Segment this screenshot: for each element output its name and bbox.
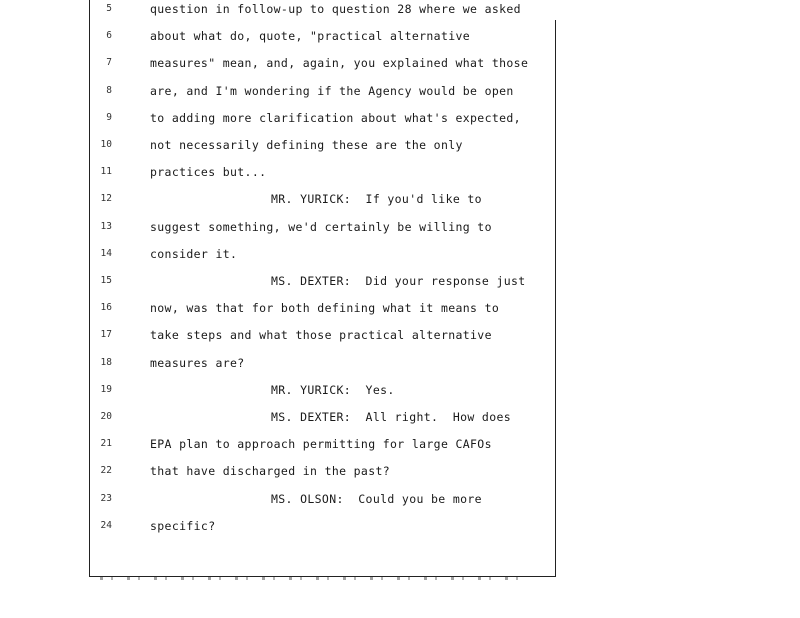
- transcript-line: [0, 164, 560, 191]
- line-number: 23: [100, 492, 112, 504]
- transcript-line: [0, 28, 560, 55]
- line-number: 5: [106, 3, 112, 14]
- line-text: MR. YURICK: If you'd like to: [271, 192, 482, 207]
- line-text: measures are?: [150, 355, 245, 370]
- transcript-line: [0, 191, 560, 218]
- transcript-line: [0, 246, 560, 273]
- line-number: 19: [100, 383, 112, 395]
- line-number: 18: [100, 356, 112, 368]
- line-text: suggest something, we'd certainly be willing to: [150, 219, 492, 234]
- line-text: not necessarily defining these are the only: [150, 138, 463, 152]
- line-text: MS. OLSON: Could you be more: [271, 491, 482, 506]
- line-text: specific?: [150, 518, 216, 533]
- line-number: 20: [100, 411, 112, 422]
- line-number: 12: [100, 193, 112, 205]
- line-text: take steps and what those practical alternative: [150, 328, 492, 343]
- transcript-line: [0, 491, 560, 518]
- line-number: 14: [100, 247, 112, 259]
- transcript-line: [0, 1, 560, 28]
- line-number: 8: [106, 84, 112, 96]
- line-number: 22: [100, 465, 112, 477]
- transcript-line: [0, 300, 560, 327]
- line-text: that have discharged in the past?: [150, 464, 391, 479]
- line-text: question in follow-up to question 28 where we asked: [150, 2, 521, 16]
- line-text: consider it.: [150, 246, 238, 261]
- line-text: are, and I'm wondering if the Agency would be open: [150, 83, 514, 98]
- transcript-line: [0, 382, 560, 409]
- line-text: practices but...: [150, 165, 267, 180]
- line-number: 16: [100, 302, 112, 314]
- line-number: 11: [100, 166, 112, 178]
- line-number: 9: [106, 111, 112, 123]
- transcript-line: [0, 409, 560, 436]
- transcript-line: [0, 355, 560, 382]
- line-number: 21: [100, 438, 112, 450]
- transcript-line: [0, 55, 560, 82]
- transcript-line: [0, 83, 560, 110]
- scan-artifact: [100, 577, 520, 580]
- line-text: measures" mean, and, again, you explained what those: [150, 56, 529, 71]
- line-number: 13: [100, 220, 112, 232]
- transcript-line: [0, 219, 560, 246]
- line-text: EPA plan to approach permitting for large CAFOs: [150, 437, 492, 452]
- line-number: 15: [100, 275, 112, 286]
- line-number: 6: [106, 30, 112, 42]
- transcript-line: [0, 327, 560, 354]
- line-text: MS. DEXTER: Did your response just: [271, 274, 526, 288]
- line-text: to adding more clarification about what's expected,: [150, 110, 521, 125]
- line-number: 10: [100, 139, 112, 150]
- line-number: 17: [100, 329, 112, 341]
- transcript-line: [0, 273, 560, 300]
- transcript-line: [0, 463, 560, 490]
- transcript-line: [0, 436, 560, 463]
- line-text: about what do, quote, "practical alternative: [150, 29, 471, 44]
- transcript-line: [0, 110, 560, 137]
- line-number: 24: [100, 519, 112, 531]
- line-text: now, was that for both defining what it means to: [150, 301, 500, 316]
- line-text: MR. YURICK: Yes.: [271, 382, 395, 397]
- line-number: 7: [106, 57, 112, 69]
- transcript-line: [0, 518, 560, 545]
- transcript-line: [0, 137, 560, 164]
- line-text: MS. DEXTER: All right. How does: [271, 410, 512, 424]
